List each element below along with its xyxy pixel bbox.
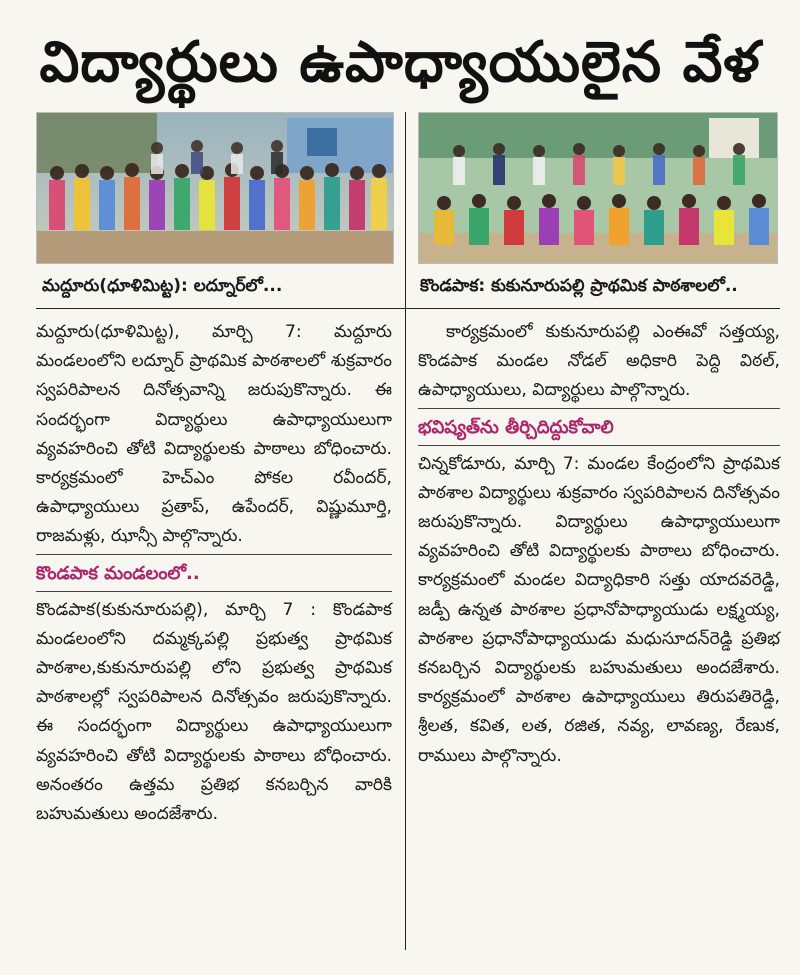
photo-right-caption: కొండపాక: కుకునూరుపల్లి ప్రాథమిక పాఠశాలలో.. [420, 276, 738, 296]
left-column [36, 318, 392, 829]
photo-left-illustration [37, 113, 393, 263]
right-subhead: భవిష్యత్‌ను తీర్చిదిద్దుకోవాలి [418, 416, 614, 438]
right-paragraph-2: చిన్నకోడూరు, మార్చి 7: మండల కేంద్రంలోని ప్రాథమిక పాఠశాల విద్యార్థులు శుక్రవారం స్వపరిపాలన దినోత్సవం జరుపుకొన్నారు. విద్యార్థులు ఉపాధ్యాయులుగా వ్యవహరించి తోటి విద్యార్థులకు పాఠాలు బోధించారు. కార్యక్రమంలో మండల విద్యాధికారి సత్తు యాదవరెడ్డి, జడ్పీ ఉన్నత పాఠశాల ప్రధానోపాధ్యాయుడు లక్ష్మయ్య, పాఠశాల ప్రధానోపాధ్యాయుడు మధుసూదన్‌రెడ్డి ప్రతిభ కనబర్చిన విద్యార్థులకు బహుమతులు అందజేశారు. కార్యక్రమంలో పాఠశాల ఉపాధ్యాయులు తిరుపతిరెడ్డి, శ్రీలత, కవిత, లత, రజిత, నవ్య, లావణ్య, రేణుక, రాములు పాల్గొన్నారు. [418, 453, 780, 766]
photo-students-right [418, 112, 778, 264]
headline: విద్యార్థులు ఉపాధ్యాయులైన వేళ [39, 30, 761, 95]
column-divider [405, 112, 406, 950]
left-paragraph-2: కొండపాక(కుకునూరుపల్లి), మార్చి 7 : కొండపాక మండలంలోని దమ్మక్కపల్లి ప్రభుత్వ ప్రాథమిక పాఠశాల,కుకునూరుపల్లి లోని ప్రభుత్వ ప్రాథమిక పాఠశాలల్లో స్వపరిపాలన దినోత్సవం జరుపుకొన్నారు. ఈ సందర్భంగా విద్యార్థులు ఉపాధ్యాయులుగా వ్యవహరించి తోటి విద్యార్థులకు పాఠాలు బోధించారు. అనంతరం ఉత్తమ ప్రతిభ కనబర్చిన వారికి బహుమతులు అందజేశారు. [36, 599, 392, 825]
caption-divider [36, 308, 780, 309]
photo-left-caption: మద్దూరు(ధూళిమిట్ట): లద్నూర్‌లో... [42, 276, 283, 296]
left-paragraph-1: మద్దూరు(ధూళిమిట్ట), మార్చి 7: మద్దూరు మండలంలోని లద్నూర్ ప్రాథమిక పాఠశాలలో శుక్రవారం స్వపరిపాలన దినోత్సవాన్ని జరుపుకొన్నారు. ఈ సందర్భంగా విద్యార్థులు ఉపాధ్యాయులుగా వ్యవహరించి తోటి విద్యార్థులకు పాఠాలు బోధించారు. కార్యక్రమంలో హెచ్‌ఎం పోకల రవీందర్, ఉపాధ్యాయులు ప్రతాప్, ఉపేందర్, విష్ణుమూర్తి, రాజమళ్లు, ఝాన్సీ పాల్గొన్నారు. [36, 322, 392, 547]
left-subhead-box [36, 554, 392, 592]
right-column [418, 318, 780, 771]
photo-students-left [36, 112, 394, 264]
left-subhead: కొండపాక మండలంలో.. [36, 562, 200, 584]
right-paragraph-1: కార్యక్రమంలో కుకునూరుపల్లి ఎంఈవో సత్తయ్య, కొండపాక మండల నోడల్ అధికారి పెద్ది విఠల్, ఉపాధ్యాయులు, విద్యార్థులు పాల్గొన్నారు. [418, 322, 780, 401]
photo-right-illustration [419, 113, 777, 263]
right-subhead-box [418, 408, 780, 446]
